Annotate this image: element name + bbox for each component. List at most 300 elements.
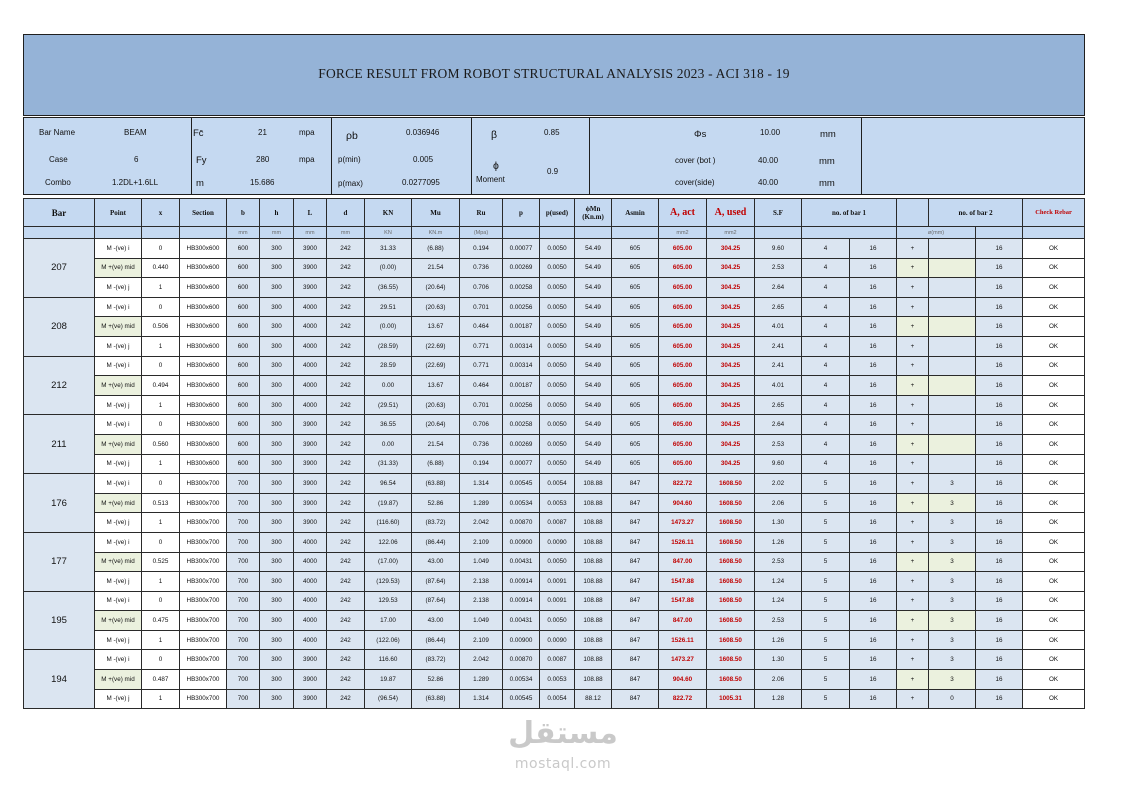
table-cell: 847.00 xyxy=(659,552,707,572)
table-cell: 847 xyxy=(612,630,659,650)
table-cell: 2.109 xyxy=(460,532,503,552)
table-cell: (129.53) xyxy=(365,572,412,592)
results-table xyxy=(23,198,1085,709)
table-cell: 2.65 xyxy=(755,297,802,317)
table-cell: 847 xyxy=(612,591,659,611)
table-cell: 13.67 xyxy=(412,317,460,337)
table-cell: 1608.50 xyxy=(707,572,755,592)
table-cell: 0.0050 xyxy=(540,258,575,278)
table-cell: 108.88 xyxy=(575,552,612,572)
table-cell: 2.138 xyxy=(460,591,503,611)
table-cell: 4000 xyxy=(294,532,327,552)
table-cell: 304.25 xyxy=(707,395,755,415)
table-cell: 0.00545 xyxy=(503,474,540,494)
table-cell: HB300x700 xyxy=(180,689,227,709)
table-cell: 605.00 xyxy=(659,336,707,356)
table-cell: M -(ve) j xyxy=(95,278,142,298)
table-cell: 116.60 xyxy=(365,650,412,670)
table-cell: 1608.50 xyxy=(707,670,755,690)
table-cell: OK xyxy=(1023,552,1085,572)
table-cell: 16 xyxy=(976,591,1023,611)
table-cell: OK xyxy=(1023,278,1085,298)
col-header: b xyxy=(227,199,260,227)
table-cell: 3900 xyxy=(294,258,327,278)
table-row xyxy=(24,434,1085,454)
fc-value: 21 xyxy=(258,128,267,137)
table-cell: 3 xyxy=(929,670,976,690)
table-cell: 1473.27 xyxy=(659,650,707,670)
table-cell: 0.706 xyxy=(460,415,503,435)
table-cell: (20.64) xyxy=(412,278,460,298)
table-cell: OK xyxy=(1023,434,1085,454)
table-cell: 0.464 xyxy=(460,376,503,396)
cover-bot-unit: mm xyxy=(819,156,835,167)
table-cell: 16 xyxy=(976,317,1023,337)
table-cell: 0 xyxy=(142,297,180,317)
table-cell: 0.00870 xyxy=(503,650,540,670)
table-cell: 242 xyxy=(327,532,365,552)
table-cell: 605.00 xyxy=(659,278,707,298)
table-cell: (83.72) xyxy=(412,513,460,533)
table-row xyxy=(24,336,1085,356)
table-cell: HB300x600 xyxy=(180,317,227,337)
table-cell: M -(ve) j xyxy=(95,572,142,592)
table-cell: 242 xyxy=(327,258,365,278)
table-cell: 4000 xyxy=(294,611,327,631)
table-cell: 19.87 xyxy=(365,670,412,690)
unit-cell: mm xyxy=(327,227,365,239)
table-cell: 16 xyxy=(976,376,1023,396)
units-row xyxy=(24,227,1085,239)
table-cell: 4 xyxy=(802,356,850,376)
table-cell: M +(ve) mid xyxy=(95,258,142,278)
cover-side-label: cover(side) xyxy=(675,178,715,187)
table-cell: 0 xyxy=(142,415,180,435)
table-cell: 108.88 xyxy=(575,572,612,592)
table-cell xyxy=(929,258,976,278)
table-cell: HB300x700 xyxy=(180,572,227,592)
p-min-label: p(min) xyxy=(338,155,361,164)
table-cell: 16 xyxy=(850,376,897,396)
table-cell: 1.049 xyxy=(460,552,503,572)
table-cell: + xyxy=(897,376,929,396)
table-cell: 3 xyxy=(929,474,976,494)
table-cell: + xyxy=(897,434,929,454)
table-cell: 2.042 xyxy=(460,513,503,533)
table-cell: 300 xyxy=(260,356,294,376)
table-cell: 700 xyxy=(227,591,260,611)
table-cell: + xyxy=(897,572,929,592)
table-cell: 16 xyxy=(976,493,1023,513)
table-cell: 16 xyxy=(976,552,1023,572)
table-cell: 4000 xyxy=(294,356,327,376)
table-cell: 4 xyxy=(802,239,850,259)
table-cell: 0.771 xyxy=(460,356,503,376)
table-cell: 3900 xyxy=(294,474,327,494)
table-cell: 700 xyxy=(227,670,260,690)
table-cell: HB300x600 xyxy=(180,434,227,454)
table-cell: 16 xyxy=(976,611,1023,631)
table-cell: 2.53 xyxy=(755,434,802,454)
table-cell: + xyxy=(897,689,929,709)
table-cell: 16 xyxy=(976,454,1023,474)
fc-unit: mpa xyxy=(299,128,315,137)
table-cell: M +(ve) mid xyxy=(95,493,142,513)
table-cell: 1.30 xyxy=(755,513,802,533)
table-cell: 300 xyxy=(260,689,294,709)
table-cell: 4 xyxy=(802,415,850,435)
table-cell: 4.01 xyxy=(755,317,802,337)
table-cell: 16 xyxy=(850,258,897,278)
table-cell: M -(ve) j xyxy=(95,454,142,474)
table-cell: 5 xyxy=(802,630,850,650)
table-cell: 5 xyxy=(802,689,850,709)
table-row xyxy=(24,278,1085,298)
table-cell: 4000 xyxy=(294,630,327,650)
table-cell: 3900 xyxy=(294,650,327,670)
table-cell: 108.88 xyxy=(575,630,612,650)
table-cell: 54.49 xyxy=(575,278,612,298)
table-cell: (63.88) xyxy=(412,474,460,494)
table-cell xyxy=(929,356,976,376)
table-cell: 4000 xyxy=(294,591,327,611)
table-cell: 3900 xyxy=(294,513,327,533)
table-cell xyxy=(929,317,976,337)
table-cell: (31.33) xyxy=(365,454,412,474)
table-cell: 0.0050 xyxy=(540,317,575,337)
bar-id-cell: 208 xyxy=(24,297,95,356)
col-header: Section xyxy=(180,199,227,227)
table-cell: 0.0091 xyxy=(540,572,575,592)
table-cell: 0.0053 xyxy=(540,493,575,513)
table-cell: 300 xyxy=(260,670,294,690)
table-cell: 605 xyxy=(612,258,659,278)
table-cell: 0.00258 xyxy=(503,415,540,435)
table-cell: 600 xyxy=(227,415,260,435)
unit-cell xyxy=(142,227,180,239)
table-cell: 4 xyxy=(802,317,850,337)
table-cell: M +(ve) mid xyxy=(95,552,142,572)
table-cell: 54.49 xyxy=(575,356,612,376)
table-cell: 304.25 xyxy=(707,376,755,396)
table-cell: 0.525 xyxy=(142,552,180,572)
table-cell: 0.00431 xyxy=(503,552,540,572)
table-cell: 1 xyxy=(142,513,180,533)
unit-cell xyxy=(802,227,897,239)
table-cell: 242 xyxy=(327,493,365,513)
table-cell xyxy=(929,297,976,317)
table-cell: 16 xyxy=(976,336,1023,356)
table-cell: 3900 xyxy=(294,454,327,474)
table-cell: 822.72 xyxy=(659,689,707,709)
table-cell: 0 xyxy=(929,689,976,709)
table-cell: 16 xyxy=(850,395,897,415)
table-cell: 3900 xyxy=(294,239,327,259)
table-cell: 3 xyxy=(929,591,976,611)
table-cell: 4 xyxy=(802,278,850,298)
table-cell: 52.86 xyxy=(412,493,460,513)
col-header: d xyxy=(327,199,365,227)
table-cell: M -(ve) i xyxy=(95,532,142,552)
table-cell: + xyxy=(897,513,929,533)
table-cell: 54.49 xyxy=(575,376,612,396)
table-cell: 54.49 xyxy=(575,297,612,317)
table-cell: 242 xyxy=(327,376,365,396)
table-cell: 0.00545 xyxy=(503,689,540,709)
table-cell: OK xyxy=(1023,689,1085,709)
table-cell: 605.00 xyxy=(659,297,707,317)
table-cell: (17.00) xyxy=(365,552,412,572)
table-cell: 605 xyxy=(612,317,659,337)
table-cell: 96.54 xyxy=(365,474,412,494)
watermark-latin: mostaql.com xyxy=(514,756,612,772)
table-cell: 0.00900 xyxy=(503,630,540,650)
table-cell: 5 xyxy=(802,611,850,631)
table-cell: 2.138 xyxy=(460,572,503,592)
table-cell: 16 xyxy=(850,356,897,376)
table-cell: 0.0053 xyxy=(540,670,575,690)
table-cell: 1608.50 xyxy=(707,474,755,494)
table-cell: 1.24 xyxy=(755,591,802,611)
table-cell: 54.49 xyxy=(575,239,612,259)
table-cell: 1.26 xyxy=(755,630,802,650)
table-cell: 300 xyxy=(260,532,294,552)
table-cell: 16 xyxy=(850,415,897,435)
table-cell: 16 xyxy=(850,297,897,317)
table-cell: 847 xyxy=(612,532,659,552)
table-cell: 242 xyxy=(327,278,365,298)
table-cell: 29.51 xyxy=(365,297,412,317)
table-cell: (20.63) xyxy=(412,395,460,415)
table-row xyxy=(24,689,1085,709)
table-cell xyxy=(929,278,976,298)
col-header: Mu xyxy=(412,199,460,227)
table-cell: 4000 xyxy=(294,395,327,415)
table-cell: HB300x700 xyxy=(180,630,227,650)
table-cell: 0.00314 xyxy=(503,356,540,376)
table-cell: 242 xyxy=(327,474,365,494)
table-cell: 847 xyxy=(612,670,659,690)
table-row xyxy=(24,532,1085,552)
phis-unit: mm xyxy=(820,129,836,140)
cover-bot-label: cover (bot ) xyxy=(675,156,716,165)
table-cell: 16 xyxy=(976,474,1023,494)
table-cell: 16 xyxy=(976,434,1023,454)
table-cell: HB300x600 xyxy=(180,376,227,396)
table-row xyxy=(24,591,1085,611)
table-cell: 0.0050 xyxy=(540,434,575,454)
table-cell: 300 xyxy=(260,336,294,356)
table-cell: 605.00 xyxy=(659,356,707,376)
unit-cell xyxy=(503,227,540,239)
table-cell: 242 xyxy=(327,611,365,631)
table-cell: 0.0050 xyxy=(540,336,575,356)
table-cell: 605 xyxy=(612,336,659,356)
table-cell: 3 xyxy=(929,611,976,631)
table-cell: 304.25 xyxy=(707,297,755,317)
table-row xyxy=(24,552,1085,572)
bar-name-value: BEAM xyxy=(124,128,147,137)
rho-b-value: 0.036946 xyxy=(406,128,440,137)
table-cell: 904.60 xyxy=(659,670,707,690)
table-cell: 605.00 xyxy=(659,434,707,454)
table-cell: HB300x700 xyxy=(180,532,227,552)
table-cell: 300 xyxy=(260,395,294,415)
table-cell: 0.706 xyxy=(460,278,503,298)
table-cell: (6.88) xyxy=(412,239,460,259)
table-cell: HB300x700 xyxy=(180,591,227,611)
moment-label: Moment xyxy=(476,175,505,184)
table-cell: OK xyxy=(1023,670,1085,690)
table-cell: 605 xyxy=(612,356,659,376)
table-cell: + xyxy=(897,591,929,611)
table-cell: 0 xyxy=(142,474,180,494)
table-cell: (87.64) xyxy=(412,572,460,592)
table-row xyxy=(24,454,1085,474)
table-cell: 700 xyxy=(227,689,260,709)
table-cell: 1608.50 xyxy=(707,513,755,533)
table-cell: 1 xyxy=(142,630,180,650)
table-cell: 1.314 xyxy=(460,474,503,494)
table-cell: 52.86 xyxy=(412,670,460,690)
table-cell: 847 xyxy=(612,513,659,533)
table-cell: 605.00 xyxy=(659,239,707,259)
table-cell: HB300x700 xyxy=(180,513,227,533)
table-cell: 300 xyxy=(260,474,294,494)
table-cell: 0.194 xyxy=(460,239,503,259)
table-cell: 300 xyxy=(260,454,294,474)
table-cell: 3 xyxy=(929,552,976,572)
table-cell: 108.88 xyxy=(575,591,612,611)
cover-side-unit: mm xyxy=(819,178,835,189)
table-row xyxy=(24,630,1085,650)
table-cell: 1608.50 xyxy=(707,591,755,611)
table-cell: 2.64 xyxy=(755,415,802,435)
table-cell: 847 xyxy=(612,650,659,670)
table-cell: 605 xyxy=(612,239,659,259)
table-cell: (19.87) xyxy=(365,493,412,513)
table-cell: 17.00 xyxy=(365,611,412,631)
table-cell: 0.701 xyxy=(460,395,503,415)
table-cell: M +(ve) mid xyxy=(95,317,142,337)
table-cell: 0.475 xyxy=(142,611,180,631)
table-cell: + xyxy=(897,474,929,494)
table-cell: 0.00870 xyxy=(503,513,540,533)
table-cell: 0.0050 xyxy=(540,415,575,435)
table-cell: 16 xyxy=(976,258,1023,278)
table-cell: M -(ve) i xyxy=(95,239,142,259)
table-cell: 2.41 xyxy=(755,336,802,356)
table-cell: 700 xyxy=(227,611,260,631)
table-cell: 16 xyxy=(976,395,1023,415)
table-cell: + xyxy=(897,317,929,337)
table-cell: 304.25 xyxy=(707,317,755,337)
table-cell: 16 xyxy=(850,454,897,474)
fc-label: Fc̄ xyxy=(193,128,204,139)
table-cell: + xyxy=(897,258,929,278)
table-cell: 0.0050 xyxy=(540,239,575,259)
table-cell: 242 xyxy=(327,591,365,611)
col-header: no. of bar 1 xyxy=(802,199,897,227)
table-cell: 0.00256 xyxy=(503,297,540,317)
table-cell: 242 xyxy=(327,650,365,670)
cover-bot-value: 40.00 xyxy=(758,156,779,165)
table-cell: (0.00) xyxy=(365,317,412,337)
bar-id-cell: 211 xyxy=(24,415,95,474)
col-header: A, used xyxy=(707,199,755,227)
table-cell: 0 xyxy=(142,532,180,552)
table-cell: 2.53 xyxy=(755,552,802,572)
table-cell: 0.0050 xyxy=(540,297,575,317)
table-cell: 600 xyxy=(227,297,260,317)
table-cell: (63.88) xyxy=(412,689,460,709)
table-cell: (87.64) xyxy=(412,591,460,611)
table-cell: HB300x600 xyxy=(180,454,227,474)
table-cell: 1005.31 xyxy=(707,689,755,709)
table-cell: 2.65 xyxy=(755,395,802,415)
table-cell: (22.69) xyxy=(412,336,460,356)
table-cell: + xyxy=(897,415,929,435)
table-cell: 1608.50 xyxy=(707,552,755,572)
bar-id-cell: 194 xyxy=(24,650,95,709)
table-cell: 0.0090 xyxy=(540,630,575,650)
table-cell: 2.042 xyxy=(460,650,503,670)
table-cell: 0.0050 xyxy=(540,395,575,415)
table-cell: (96.54) xyxy=(365,689,412,709)
table-cell: OK xyxy=(1023,415,1085,435)
table-cell: 16 xyxy=(850,474,897,494)
table-cell: 242 xyxy=(327,356,365,376)
table-cell: 16 xyxy=(850,611,897,631)
table-cell: 1473.27 xyxy=(659,513,707,533)
table-cell: 13.67 xyxy=(412,376,460,396)
bar-name-label: Bar Name xyxy=(39,128,76,137)
table-cell: 605.00 xyxy=(659,317,707,337)
table-cell: 600 xyxy=(227,434,260,454)
beta-label: β xyxy=(491,129,498,141)
table-cell: HB300x600 xyxy=(180,278,227,298)
table-cell: 108.88 xyxy=(575,493,612,513)
unit-cell: mm xyxy=(294,227,327,239)
table-cell: 300 xyxy=(260,317,294,337)
table-cell: 0 xyxy=(142,591,180,611)
report-title: FORCE RESULT FROM ROBOT STRUCTURAL ANALYSIS 2023 - ACI 318 - 19 xyxy=(318,66,790,81)
report-sheet xyxy=(23,34,1085,709)
table-cell: 54.49 xyxy=(575,395,612,415)
table-cell: 605 xyxy=(612,297,659,317)
table-cell: 1608.50 xyxy=(707,611,755,631)
table-cell: 0.00187 xyxy=(503,317,540,337)
table-cell: 54.49 xyxy=(575,336,612,356)
unit-cell: KN xyxy=(365,227,412,239)
table-cell: 54.49 xyxy=(575,434,612,454)
table-cell: M -(ve) j xyxy=(95,395,142,415)
table-cell: OK xyxy=(1023,395,1085,415)
table-cell: OK xyxy=(1023,376,1085,396)
table-cell: 1.314 xyxy=(460,689,503,709)
table-cell: (36.55) xyxy=(365,278,412,298)
table-cell: 4 xyxy=(802,297,850,317)
table-cell: 0.0054 xyxy=(540,689,575,709)
col-header: KN xyxy=(365,199,412,227)
table-cell: OK xyxy=(1023,572,1085,592)
table-cell: + xyxy=(897,356,929,376)
table-cell: 847 xyxy=(612,552,659,572)
p-max-value: 0.0277095 xyxy=(402,178,440,187)
p-min-value: 0.005 xyxy=(413,155,434,164)
table-row xyxy=(24,474,1085,494)
table-cell: 0.00314 xyxy=(503,336,540,356)
